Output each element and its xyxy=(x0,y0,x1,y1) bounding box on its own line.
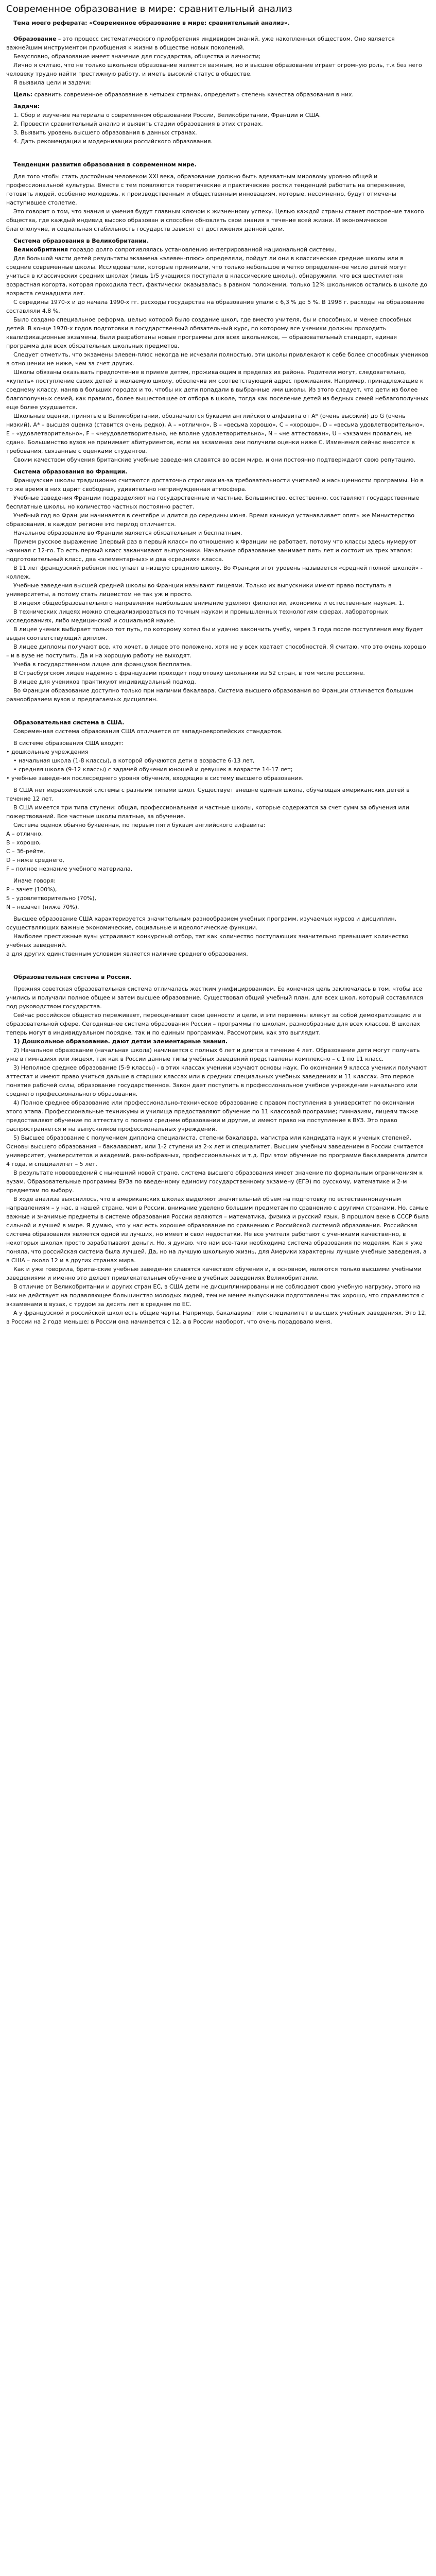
page-title: Современное образование в мире: сравнительный анализ xyxy=(6,4,292,14)
fr-paragraph: Во Франции образование доступно только при наличии бакалавра. Система высшего образования во Франции отличается большим разнообразием вузов и предлагаемых дисциплин. xyxy=(6,687,413,703)
us-grade-item: D – ниже среднего, xyxy=(6,857,64,863)
ru-paragraph: В отличие от Великобритании и других стран ЕС, в США дети не дисциплинированы и не соблюдают свою учебную нагрузку, этого на них не действует на подавляющее большинство молодых людей, тем не менее выпускники подготовлены так хорошо, что справляются с экзаменами в вузах, с трудом за десять лет в среднем по ЕС. xyxy=(6,1283,425,1308)
us-paragraph: Система оценок обычно буквенная, по первым пяти буквам английского алфавита: xyxy=(13,822,266,828)
intro-paragraph: Я выявила цели и задачи: xyxy=(13,79,91,86)
task-item: 2. Провести сравнительный анализ и выявить стадии образования в этих странах. xyxy=(21,120,430,128)
us-heading: Образовательная система в США. xyxy=(13,719,125,726)
goal-text: сравнить современное образование в четырех странах, определить степень качества образования в них. xyxy=(32,91,354,98)
uk-paragraph xyxy=(6,245,430,254)
intro-paragraph: Лично я считаю, что не только школьное образование является важным, но и высшее образование играет огромную роль, т.к без него человеку трудно найти престижную работу, и иметь высокий статус в обществе. xyxy=(6,62,422,77)
fr-paragraph: В лицее ученик выбирает только тот путь, по которому хотел бы и удачно закончить учебу, через 3 года после поступления ему будет выдан соответствующий диплом. xyxy=(6,626,424,641)
us-pct-item: S – удовлетворительно (70%), xyxy=(6,895,96,902)
ru-paragraph: 5) Высшее образование с получением диплома специалиста, степени бакалавра, магистра или кандидата наук и ученых степеней. Основы высшего образования – бакалавриат, или 1-2 ступени из 2-х лет и специалитет. Высшим учебным заведением в России считается университет, университетов и академий, разнообразных, профессиональных и т.д. При этом обучение по программе бакалавриата длится 4 года, и специалитет – 5 лет. xyxy=(6,1134,428,1167)
us-grade-item: B – хорошо, xyxy=(6,839,41,846)
task-item: 4. Дать рекомендации и модернизации российского образования. xyxy=(21,137,430,146)
us-grade-item: C – 3б-рейте, xyxy=(6,848,45,855)
us-paragraph: Наиболее престижные вузы устраивают конкурсный отбор, тат как количество поступающих значительно превышает количество учебных заведений. xyxy=(6,933,409,948)
ru-paragraph: В результате нововведений с нынешний новой стране, система высшего образования имеет значение по формальным ограничениям к вузам. Образовательные программы ВУЗа по введенному единому государственному экзамену (ЕГЭ) по русскому, математике и 2-м предметам по выбору. xyxy=(6,1170,423,1194)
uk-text: гораздо долго сопротивлялась установлению интегрированной национальной системы. xyxy=(68,246,337,253)
uk-paragraph: Было создано специальное реформа, целью которой было создание школ, где вместо учителя, бы и способных, и менее способных детей. В конце 1970-х годов подготовки в государственный обязательный курс, по которому все ученики должны проходить квалификационные экзамены, были разработаны новые программы для всех школьников, — образовательный стандарт, единая программа для всех обязательных школьных предметов. xyxy=(6,316,412,349)
intro-paragraph: Безусловно, образование имеет значение для государства, общества и личности; xyxy=(13,53,261,60)
ru-paragraph: 4) Полное среднее образование или профессионально-техническое образование с правом поступления в университет по окончании этого этапа. Профессиональные техникумы и училища предоставляют обучение по 11 классовой программе; гимназиям, лицеям также предоставляют обучение по аттестату о полном среднем образовании и другие, и имеют право на поступление в ВУЗ. Это право распространяется и на выпускников профессиональных учреждений. xyxy=(6,1099,418,1132)
tasks-list xyxy=(6,111,430,146)
us-paragraph: а для других единственным условием является наличие среднего образования. xyxy=(6,951,248,957)
intro-paragraph xyxy=(6,35,430,52)
trends-paragraph: Это говорит о том, что знания и умения будут главным ключом к жизненному успеху. Целью каждой страны станет построение такого общества, где каждый индивид высоко образован и способен обновлять свои знания в течение всей жизни. И экономическое благополучие, и социальная стабильность государств зависят от достижения данной цели. xyxy=(6,208,424,232)
theme-label: Тема моего реферата: xyxy=(13,20,88,26)
fr-heading: Система образования во Франции. xyxy=(13,468,128,475)
ru-paragraph: 2) Начальное образование (начальная школа) начинается с полных 6 лет и длится в течение 4 лет. Образование дети могут получать уже в гимназиях или лицеях, так как в России данные типы учебных заведений представлены комплексно – с 1 по 11 класс. xyxy=(6,1047,420,1062)
fr-paragraph: В лицее для учеников практикуют индивидуальный подход. xyxy=(13,679,196,685)
us-paragraph: Высшее образование США характеризуется значительным разнообразием учебных программ, изучаемых курсов и дисциплин, осуществляющих важные экономические, социальные и идеологические функции. xyxy=(6,916,397,931)
fr-paragraph: Начальное образование во Франции является обязательным и бесплатным. xyxy=(13,530,242,536)
fr-paragraph: Учебный год во Франции начинается в сентябре и длится до середины июня. Время каникул устанавливает опять же Министерство образования, в каждом регионе это период отличается. xyxy=(6,512,415,528)
fr-paragraph: Учебные заведения Франции подразделяют на государственные и частные. Большинство, естественно, составляют государственные бесплатные школы, но количество частных постоянно растет. xyxy=(6,495,420,510)
ru-paragraph: А у французской и российской школ есть общие черты. Например, бакалавриат или специалитет в высших учебных заведениях. Это 12, в России на 2 года меньше; в России она начинается с 12, а в России наоборот, что очень порадовало меня. xyxy=(6,1310,427,1325)
uk-paragraph: Школы обязаны оказывать предпочтение в приеме детям, проживающим в пределах их района. Родители могут, следовательно, «купить» поступление своих детей в желаемую школу, обеспечив им соответствующий адрес проживания. Например, принадлежащие к среднему классу, наняв в больших городах и то, чтобы их дети попадали в выбранные ими школы. Из этого следует, что дети из более благополучных семей, как правило, более вышестоящее от отбора в школе, тогда как поселение детей из бедных семей неблагополучных еще более ухудшается. xyxy=(6,369,429,411)
us-struct-item: • дошкольные учреждения xyxy=(6,749,89,755)
goal-paragraph xyxy=(6,90,430,99)
fr-paragraph: В 11 лет французский ребенок поступает в низшую среднюю школу. Во Франции этот уровень называется «средней полной школой» - коллеж. xyxy=(6,565,423,580)
uk-paragraph: С середины 1970-х и до начала 1990-х гг. расходы государства на образование упали с 6,3 % до 5 %. В 1998 г. расходы на образование составляли 4,8 %. xyxy=(6,299,425,314)
task-item: 3. Выявить уровень высшего образования в данных странах. xyxy=(21,128,430,137)
us-struct-item: • учебные заведения послесреднего уровня обучения, входящие в систему высшего образования. xyxy=(6,775,304,782)
ru-paragraph: Прежняя советская образовательная система отличалась жестким унифицированием. Ее конечная цель заключалась в том, чтобы все учились и получали полное общее и затем высшее образование. Существовал общий учебный план, для всех школ, который составлялся под руководством государства. xyxy=(6,986,423,1010)
fr-paragraph: Учебные заведения высшей средней школы во Франции называют лицеями. Только их выпускники имеют право поступать в университеты, а потому стать лицеистом не так уж и просто. xyxy=(6,582,392,598)
uk-lead: Великобритания xyxy=(13,246,68,253)
uk-paragraph: Школьные оценки, принятые в Великобритании, обозначаются буквами английского алфавита от A* (очень высокий) до G (очень низкий), A* – высшая оценка (ставится очень редко), A – «отлично», B – «весьма хорошо», C – «хорошо», D – «весьма удовлетворительно», E – «удовлетворительно», F – «неудовлетворительно, не вполне удовлетворительно», N – «не аттестован», U – «экзамен провален, не сдан». Большинство вузов не принимает абитуриентов, если на экзаменах они получили оценки ниже C. Изменения сейчас вносятся в требования, связанные с оценками студентов. xyxy=(6,413,425,454)
us-paragraph: В США нет иерархической системы с разными типами школ. Существует внешне единая школа, обучающая американских детей в течение 12 лет. xyxy=(6,787,410,802)
fr-paragraph: В лицеях общеобразовательного направления наибольшее внимание уделяют филологии, экономике и естественным наукам. 1. xyxy=(13,600,405,606)
fr-paragraph: Причем русское выражение 1первый раз в первый класс» по отношению к Франции не работает, потому что классы здесь нумеруют начиная с 12-го. То есть первый класс заканчивают выпускники. Начальное образование занимает пять лет и состоит из трех этапов: подготовительный класс, два «элементарных» и два «средних» класса. xyxy=(6,538,416,563)
tasks-label: Задачи: xyxy=(13,103,40,110)
task-item: 1. Сбор и изучение материала о современном образовании России, Великобритании, Франции и США. xyxy=(21,111,430,120)
fr-paragraph: В лицее дипломы получают все, кто хочет, в лицее это положено, хотя не у всех хватает способностей. Я считаю, что это очень хорошо – и в вузе не поступить. Да и на хорошую работу не выходят. xyxy=(6,643,426,659)
ru-paragraph: Как и уже говорила, британские учебные заведения славятся качеством обучения и, в основном, являются только высшими учебными заведениями и именно это делает привлекательным обучение в учебных заведениях Великобритании. xyxy=(6,1266,422,1281)
uk-paragraph: Для большой части детей результаты экзамена «элевен-плюс» определяли, пойдут ли они в классические средние школы или в средние современные школы. Исследователи, которые принимали, что только небольшое и четко определенное число детей могут учиться в классических средних школах (лишь 1/5 учащихся поступали в классические школы), обнаружили, что вся шестилетняя возрастная когорта, которая проходила тест, фактически оказывалась в равном положении, только 12% школьников остались в школе до возраста семнадцати лет. xyxy=(6,255,428,297)
us-paragraph: Современная система образования США отличается от западноевропейских стандартов. xyxy=(13,728,283,735)
us-paragraph: В США имеется три типа ступени: общая, профессиональная и частные школы, которые содержатся за счет сумм за обучения или пожертвований. Все частные школы платные, за обучение. xyxy=(6,804,409,820)
ru-paragraph: 1) Дошкольное образование. дают детям элементарные знания. xyxy=(13,1038,228,1045)
ru-paragraph: Сейчас российское общество переживает, переоценивает свои ценности и цели, и эти перемены влекут за собой демократизацию и в образовательной сфере. Сегодняшнее система образования России – программы по школам, разнообразные для всех классов. В школах теперь могут в индивидуальном порядке, так и по единым программам. Рассмотрим, как это выглядит. xyxy=(6,1012,422,1036)
theme-paragraph xyxy=(6,19,430,27)
us-struct-item: • начальная школа (1-8 классы), в которой обучаются дети в возрасте 6-13 лет, xyxy=(13,757,255,764)
fr-paragraph: В технических лицеях можно специализироваться по точным наукам и промышленных технологиям сферах, лабораторных исследованиях, либо медицинский и социальной науке. xyxy=(6,608,388,624)
fr-paragraph: Учеба в государственном лицее для французов бесплатна. xyxy=(13,661,192,668)
uk-paragraph: Своим качеством обучения британские учебные заведения славятся во всем мире, и они постоянно подтверждают свою репутацию. xyxy=(13,456,416,463)
fr-paragraph: В Страсбургском лицее надежно с французами проходит подготовку школьники из 52 стран, в том числе россияне. xyxy=(13,670,365,676)
fr-paragraph: Французские школы традиционно считаются достаточно строгими из-за требовательности учителей и насыщенности программы. Но в то же время в них царит свободная, удивительно непринужденная атмосфера. xyxy=(6,477,424,493)
uk-paragraph: Следует отметить, что экзамены элевен-плюс некогда не исчезали полностью, эти школы привлекают к себе более способных учеников в отношении не ниже, чем за счет других. xyxy=(6,351,429,367)
theme-text: «Современное образование в мире: сравнительный анализ». xyxy=(89,20,290,26)
intro-text: – это процесс систематического приобретения индивидом знаний, уже накопленных обществом. Оно является важнейшим инструментом приобщения к жизни в обществе новых поколений. xyxy=(6,36,395,51)
ru-heading: Образовательная система в России. xyxy=(13,974,132,980)
trends-heading: Тенденции развития образования в современном мире. xyxy=(13,161,197,168)
us-struct-item: • средняя школа (9-12 классы) с задачей обучения юношей и девушек в возрасте 14-17 лет; xyxy=(13,766,293,773)
ru-paragraph: 3) Неполное среднее образование (5-9 классы) - в этих классах ученики изучают основы наук. По окончании 9 класса ученики получают аттестат и имеют право учиться дальше в старших классах или в средних специальных учебных заведениях и 11 классах. Это первое понятие рабочей силы, образование государственное. Закон дает поступить в профессиональное учебное учреждение начального или среднего профессионального образования. xyxy=(6,1064,427,1097)
us-grade-item: A – отлично, xyxy=(6,831,43,837)
goal-label: Цель: xyxy=(13,91,33,98)
intro-lead: Образование xyxy=(13,36,57,42)
trends-paragraph: Для того чтобы стать достойным человеком XXI века, образование должно быть адекватным мировому уровню общей и профессиональной культуры. Вместе с тем появляются теоретические и практические ростки тенденций работать на опережение, готовить людей, особенно молодежь, к производственным и общественным инновациям, которые, несомненно, будут отмечены наступившее столетие. xyxy=(6,173,406,206)
ru-paragraph: В ходе анализа выяснилось, что в американских школах выделяют значительный объем на подготовку по естественнонаучным направлениям – у нас, в нашей стране, чем в России, внимание уделено большим предметам по сравнению с другими странами. Но, самые важные и значимые предметы в системе образования России являются – математика, физика и русский язык. В прошлом веке в СССР была сильной и лучшей в мире. Я думаю, что у нас есть хорошее образование по сравнению с Российской системой образования. Российская система образования является одной из лучших, но имеет и свои недостатки. Не все учителя работают с учениками качественно, в некоторых школах просто зарабатывают деньги. Но, я думаю, что нам все-таки необходима система образования по моделям. Как я уже поняла, что российская система была лучшей. Да, но на лучшую школьную жизнь, для Америки характерны лучшие учебные заведения, а в США – около 12 и в других странах мира. xyxy=(6,1196,429,1264)
uk-heading: Система образования в Великобритании. xyxy=(13,238,149,244)
us-struct-label: В системе образования США входят: xyxy=(13,740,124,747)
us-pct-item: N – незачет (ниже 70%). xyxy=(6,904,79,910)
us-pct-item: P – зачет (100%), xyxy=(6,886,57,893)
us-grade-item: F – полное незнание учебного материала. xyxy=(6,866,133,872)
us-pct-label: Иначе говоря: xyxy=(13,877,56,884)
